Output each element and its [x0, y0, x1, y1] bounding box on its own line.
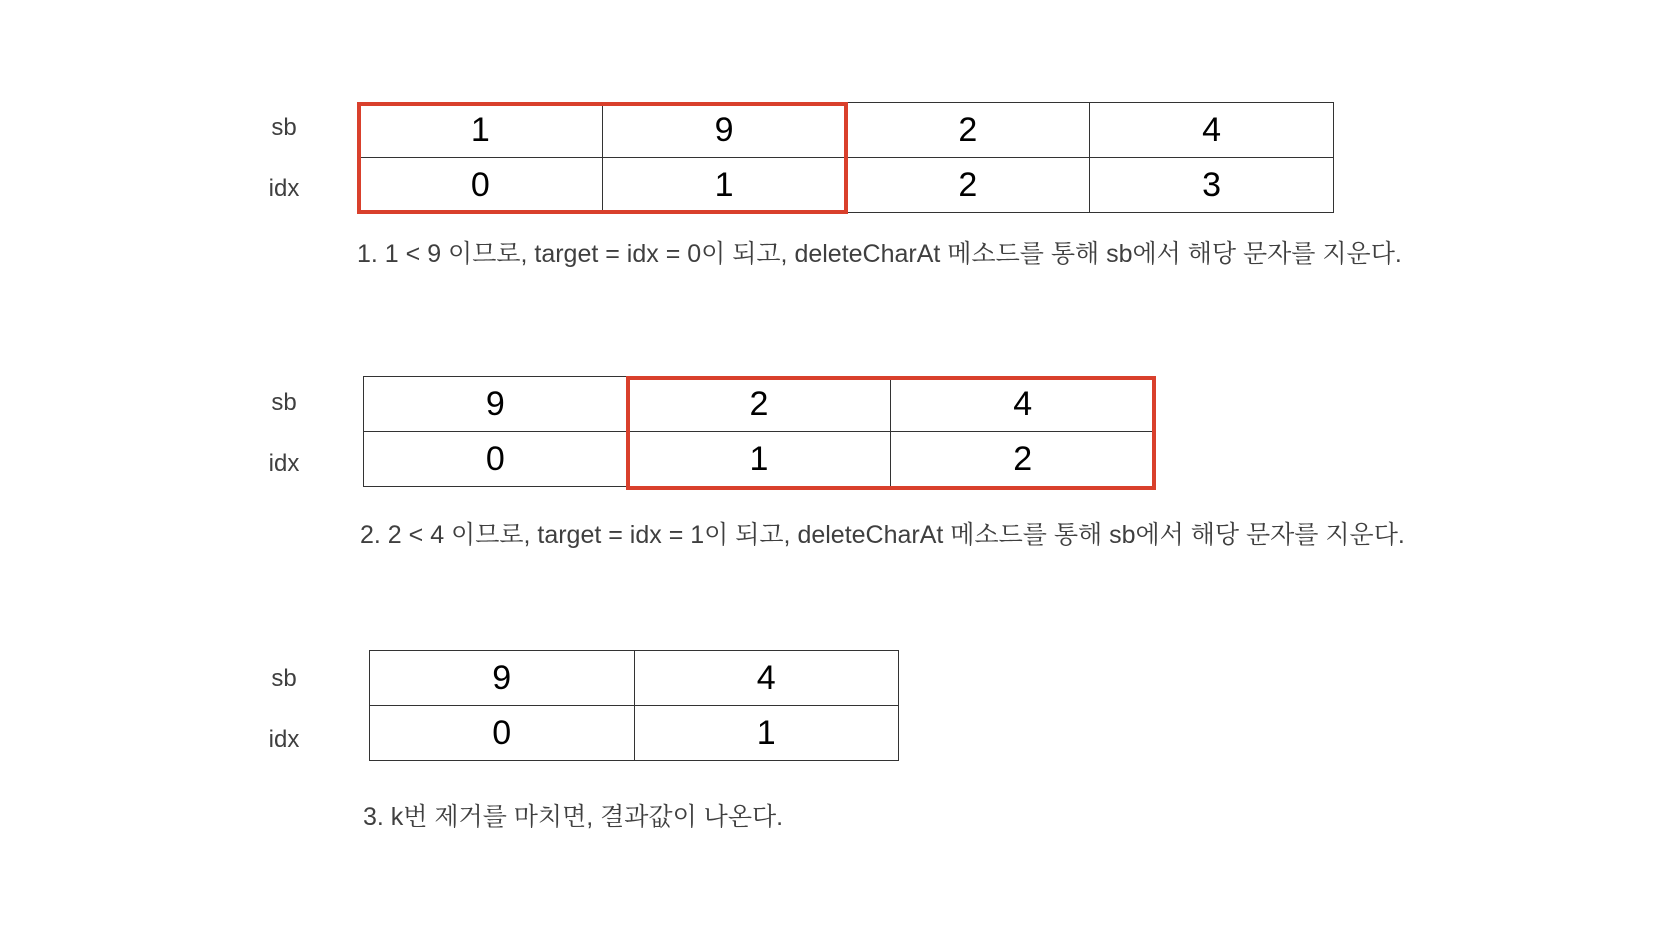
step1-array-table	[358, 102, 1334, 213]
step2-caption: 2. 2 < 4 이므로, target = idx = 1이 되고, deleteCharAt 메소드를 통해 sb에서 해당 문자를 지운다.	[360, 521, 1405, 549]
step3-caption: 3. k번 제거를 마치면, 결과값이 나온다.	[363, 803, 784, 831]
sb-cell: 1	[359, 103, 603, 158]
sb-row	[370, 651, 899, 706]
idx-cell: 0	[364, 432, 628, 487]
sb-cell: 9	[364, 377, 628, 432]
sb-cell: 4	[1090, 103, 1334, 158]
sb-cell: 2	[846, 103, 1090, 158]
row-label-idx: idx	[268, 175, 300, 202]
sb-cell: 4	[634, 651, 899, 706]
sb-cell: 4	[891, 377, 1155, 432]
sb-cell: 9	[370, 651, 635, 706]
idx-cell: 2	[846, 158, 1090, 213]
row-label-sb: sb	[271, 389, 297, 416]
row-label-idx: idx	[268, 450, 300, 477]
idx-cell: 2	[891, 432, 1155, 487]
sb-row	[364, 377, 1155, 432]
idx-row	[364, 432, 1155, 487]
sb-cell: 2	[627, 377, 891, 432]
step2-array-table	[363, 376, 1155, 487]
row-label-sb: sb	[271, 665, 297, 692]
sb-row	[359, 103, 1334, 158]
idx-row	[370, 706, 899, 761]
idx-row	[359, 158, 1334, 213]
idx-cell: 1	[634, 706, 899, 761]
row-label-sb: sb	[271, 114, 297, 141]
idx-cell: 1	[627, 432, 891, 487]
idx-cell: 0	[370, 706, 635, 761]
idx-cell: 0	[359, 158, 603, 213]
sb-cell: 9	[602, 103, 846, 158]
row-label-idx: idx	[268, 726, 300, 753]
idx-cell: 1	[602, 158, 846, 213]
idx-cell: 3	[1090, 158, 1334, 213]
step1-caption: 1. 1 < 9 이므로, target = idx = 0이 되고, deleteCharAt 메소드를 통해 sb에서 해당 문자를 지운다.	[357, 240, 1402, 268]
step3-array-table	[369, 650, 899, 761]
